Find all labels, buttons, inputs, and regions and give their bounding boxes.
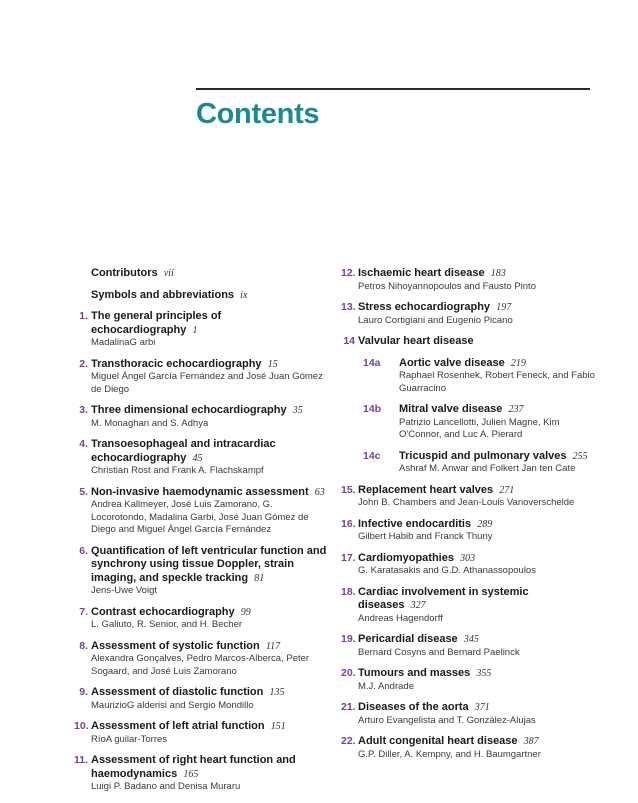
chapter-title-text: Diseases of the aorta (358, 701, 469, 713)
page-number: 371 (474, 702, 490, 713)
page-number: 15 (267, 358, 278, 370)
chapter-number: 14b (363, 403, 382, 415)
toc-entry[interactable] (74, 606, 330, 632)
chapter-number: 6. (79, 544, 88, 557)
chapter-title-text: Cardiomyopathies (358, 551, 454, 564)
chapter-title (91, 686, 330, 700)
header-rule (196, 88, 590, 90)
toc-entry[interactable] (341, 667, 599, 693)
chapter-authors: Luigi P. Badano and Denisa Muraru (91, 781, 241, 792)
chapter-authors: Ashraf M. Anwar and Folkert Jan ten Cate (399, 463, 576, 474)
chapter-title-text: Aortic valve disease (399, 356, 505, 369)
page-number: 183 (490, 268, 506, 279)
chapter-number: 18. (341, 585, 356, 598)
chapter-title-text: Adult congenital heart disease (358, 735, 518, 747)
chapter-number: 7. (79, 605, 88, 618)
page-number: 327 (410, 600, 426, 611)
chapter-authors: RíoA guilar-Torres (91, 733, 168, 745)
chapter-title (91, 720, 330, 734)
chapter-number: 3. (79, 404, 88, 416)
chapter-authors: MaurizioG alderisi and Sergio Mondillo (91, 699, 254, 711)
chapter-title (358, 301, 599, 315)
chapter-number: 1. (79, 310, 88, 322)
toc-entry[interactable] (74, 720, 330, 746)
chapter-title (399, 357, 599, 371)
page-number: 81 (254, 572, 265, 584)
chapter-number: 20. (341, 667, 356, 679)
chapter-title (358, 667, 599, 681)
chapter-title (91, 545, 330, 586)
toc-entry[interactable] (74, 754, 330, 794)
chapter-title (358, 484, 599, 498)
toc-entry[interactable] (74, 310, 330, 350)
chapter-title-text: Quantification of left ventricular function and synchrony using tissue Doppler, strain imaging, and speckle tracking (91, 544, 327, 584)
chapter-number: 9. (79, 686, 88, 698)
page-number: 237 (508, 404, 524, 415)
toc-entry[interactable] (74, 438, 330, 478)
page-number: 303 (460, 552, 476, 564)
chapter-title (358, 735, 599, 749)
chapter-title (91, 267, 330, 281)
chapter-number: 21. (341, 701, 356, 713)
chapter-number: 17. (341, 551, 356, 564)
chapter-title (91, 438, 330, 465)
chapter-number: 22. (341, 735, 356, 747)
chapter-title-text: Pericardial disease (358, 633, 458, 645)
page-title: Contents (196, 98, 320, 130)
toc-entry[interactable] (341, 357, 599, 396)
page-number: 35 (292, 405, 303, 416)
toc-entry[interactable] (341, 633, 599, 659)
page-number: 289 (477, 518, 493, 530)
chapter-number: 5. (79, 485, 88, 498)
toc-entry[interactable] (341, 552, 599, 578)
page-number: 63 (314, 486, 325, 498)
page-number: 387 (523, 736, 539, 747)
chapter-title (91, 358, 330, 372)
chapter-authors: Christian Rost and Frank A. Flachskampf (91, 465, 264, 476)
chapter-title-text: Stress echocardiography (358, 301, 491, 313)
toc-left-column (74, 267, 330, 802)
chapter-title (91, 289, 330, 303)
chapter-title-text: Transoesophageal and intracardiac echocardiography (91, 438, 276, 464)
chapter-authors: Alexandra Gonçalves, Pedro Marcos-Alberca, Peter Sogaard, and José Luis Zamorano (91, 653, 310, 677)
chapter-authors: Andrea Kallmeyer, José Luis Zamorano, G. Locorotondo, Madalina Garbi, José Juan Gómez de Diego and Miguel Ángel García Fernández (91, 499, 309, 535)
toc-right-group-a (341, 267, 599, 349)
chapter-title-text: Contrast echocardiography (91, 605, 235, 618)
chapter-title (358, 552, 599, 566)
page-number: 255 (572, 450, 588, 462)
chapter-number: 19. (341, 633, 356, 645)
chapter-title (91, 310, 330, 337)
toc-entry[interactable] (341, 586, 599, 626)
chapter-title-text: Tumours and masses (358, 667, 471, 679)
page-number: 151 (270, 721, 286, 732)
toc-entry[interactable] (341, 301, 599, 327)
chapter-title (358, 335, 599, 349)
chapter-title-text: Symbols and abbreviations (91, 288, 235, 301)
page-number: 345 (463, 634, 479, 645)
chapter-title-text: Contributors (91, 267, 158, 279)
chapter-title (358, 518, 599, 532)
chapter-title-text: Ischaemic heart disease (358, 267, 485, 279)
chapter-authors: Gilbert Habib and Franck Thuny (358, 531, 493, 542)
toc-entry[interactable] (341, 518, 599, 544)
chapter-title (399, 403, 599, 417)
page-number: 45 (192, 452, 203, 464)
chapter-title-text: Assessment of left atrial function (91, 720, 265, 732)
chapter-title-text: Valvular heart disease (358, 335, 474, 347)
toc-entry[interactable] (74, 686, 330, 712)
toc-entry[interactable] (341, 735, 599, 761)
chapter-title (399, 450, 599, 464)
toc-entry[interactable] (341, 484, 599, 510)
chapter-number: 4. (79, 438, 88, 450)
chapter-authors: M.J. Andrade (358, 680, 414, 692)
chapter-number: 14c (363, 449, 381, 462)
chapter-authors: MadalinaG arbi (91, 337, 156, 348)
toc-entry[interactable] (74, 486, 330, 537)
chapter-title-text: Three dimensional echocardiography (91, 404, 287, 416)
chapter-authors: Bernard Cosyns and Bernard Paelinck (358, 646, 520, 658)
page-number: 271 (499, 484, 515, 496)
toc-right-group-b (341, 484, 599, 762)
toc-entry[interactable] (341, 450, 599, 476)
toc-entry[interactable] (74, 358, 330, 397)
chapter-title (358, 267, 599, 281)
chapter-title (91, 486, 330, 500)
chapter-title (91, 404, 330, 418)
toc-right-column (341, 267, 599, 769)
chapter-authors: M. Monaghan and S. Adhya (91, 417, 209, 429)
chapter-authors: Raphael Rosenhek, Robert Feneck, and Fabio Guarracino (399, 370, 595, 394)
chapter-number: 12. (341, 267, 356, 279)
chapter-authors: Miguel Ángel García Fernández and José Juan Gómez de Diego (91, 371, 323, 395)
toc-entry[interactable] (74, 404, 330, 430)
chapter-title (358, 586, 599, 613)
toc-entry[interactable] (74, 289, 330, 303)
toc-subsections (341, 357, 599, 476)
chapter-title (91, 640, 330, 654)
toc-entry[interactable] (74, 267, 330, 281)
chapter-authors: G. Karatasakis and G.D. Athanassopoulos (358, 565, 536, 576)
chapter-authors: G.P. Diller, A. Kempny, and H. Baumgartner (358, 748, 541, 760)
chapter-title (91, 606, 330, 620)
chapter-authors: John B. Chambers and Jean-Louis Vanoverschelde (358, 497, 575, 508)
chapter-number: 13. (341, 301, 356, 313)
chapter-title-text: Transthoracic echocardiography (91, 357, 262, 370)
toc-entry[interactable] (74, 640, 330, 679)
toc-entry[interactable] (341, 335, 599, 349)
chapter-authors: L. Galiuto, R. Senior, and H. Becher (91, 619, 243, 630)
chapter-title-text: Assessment of right heart function and haemodynamics (91, 754, 296, 780)
chapter-number: 14a (363, 356, 381, 369)
page-number: vii (163, 268, 174, 279)
chapter-authors: Petros Nihoyannopoulos and Fausto Pinto (358, 280, 536, 292)
chapter-number: 8. (79, 639, 88, 652)
page-number: 117 (265, 640, 281, 652)
chapter-number: 2. (79, 357, 88, 370)
chapter-title (358, 633, 599, 647)
chapter-number: 15. (341, 483, 356, 496)
page-number: ix (240, 289, 248, 301)
toc-entry[interactable] (341, 701, 599, 727)
chapter-authors: Patrizio Lancellotti, Julien Magne, Kim O'Connor, and Luc A. Pierard (399, 416, 560, 440)
chapter-title-text: Tricuspid and pulmonary valves (399, 449, 567, 462)
toc-entry[interactable] (341, 403, 599, 442)
chapter-title (358, 701, 599, 715)
chapter-authors: Andreas Hagendorff (358, 612, 443, 624)
chapter-title (91, 754, 330, 781)
page-number: 1 (192, 324, 198, 336)
toc-entry[interactable] (341, 267, 599, 293)
chapter-title-text: Replacement heart valves (358, 483, 494, 496)
chapter-authors: Lauro Cortigiani and Eugenio Picano (358, 314, 513, 326)
chapter-authors: Jens-Uwe Voigt (91, 585, 158, 596)
chapter-title-text: Infective endocarditis (358, 517, 472, 530)
page-number: 165 (183, 768, 199, 780)
chapter-title-text: Mitral valve disease (399, 403, 503, 415)
chapter-number: 11. (74, 754, 89, 766)
page-number: 99 (240, 606, 251, 618)
chapter-authors: Arturo Evangelista and T. González-Alujas (358, 714, 536, 726)
chapter-number: 14 (343, 335, 355, 347)
page-number: 355 (476, 668, 492, 679)
toc-entry[interactable] (74, 545, 330, 598)
chapter-title-text: Assessment of systolic function (91, 639, 260, 652)
page-number: 135 (269, 687, 285, 698)
chapter-number: 16. (341, 517, 356, 530)
page-number: 219 (510, 357, 526, 369)
chapter-title-text: The general principles of echocardiography (91, 310, 222, 336)
chapter-title-text: Non-invasive haemodynamic assessment (91, 485, 309, 498)
page-number: 197 (496, 302, 512, 313)
chapter-title-text: Cardiac involvement in systemic diseases (358, 585, 529, 611)
chapter-number: 10. (74, 720, 89, 732)
chapter-title-text: Assessment of diastolic function (91, 686, 264, 698)
